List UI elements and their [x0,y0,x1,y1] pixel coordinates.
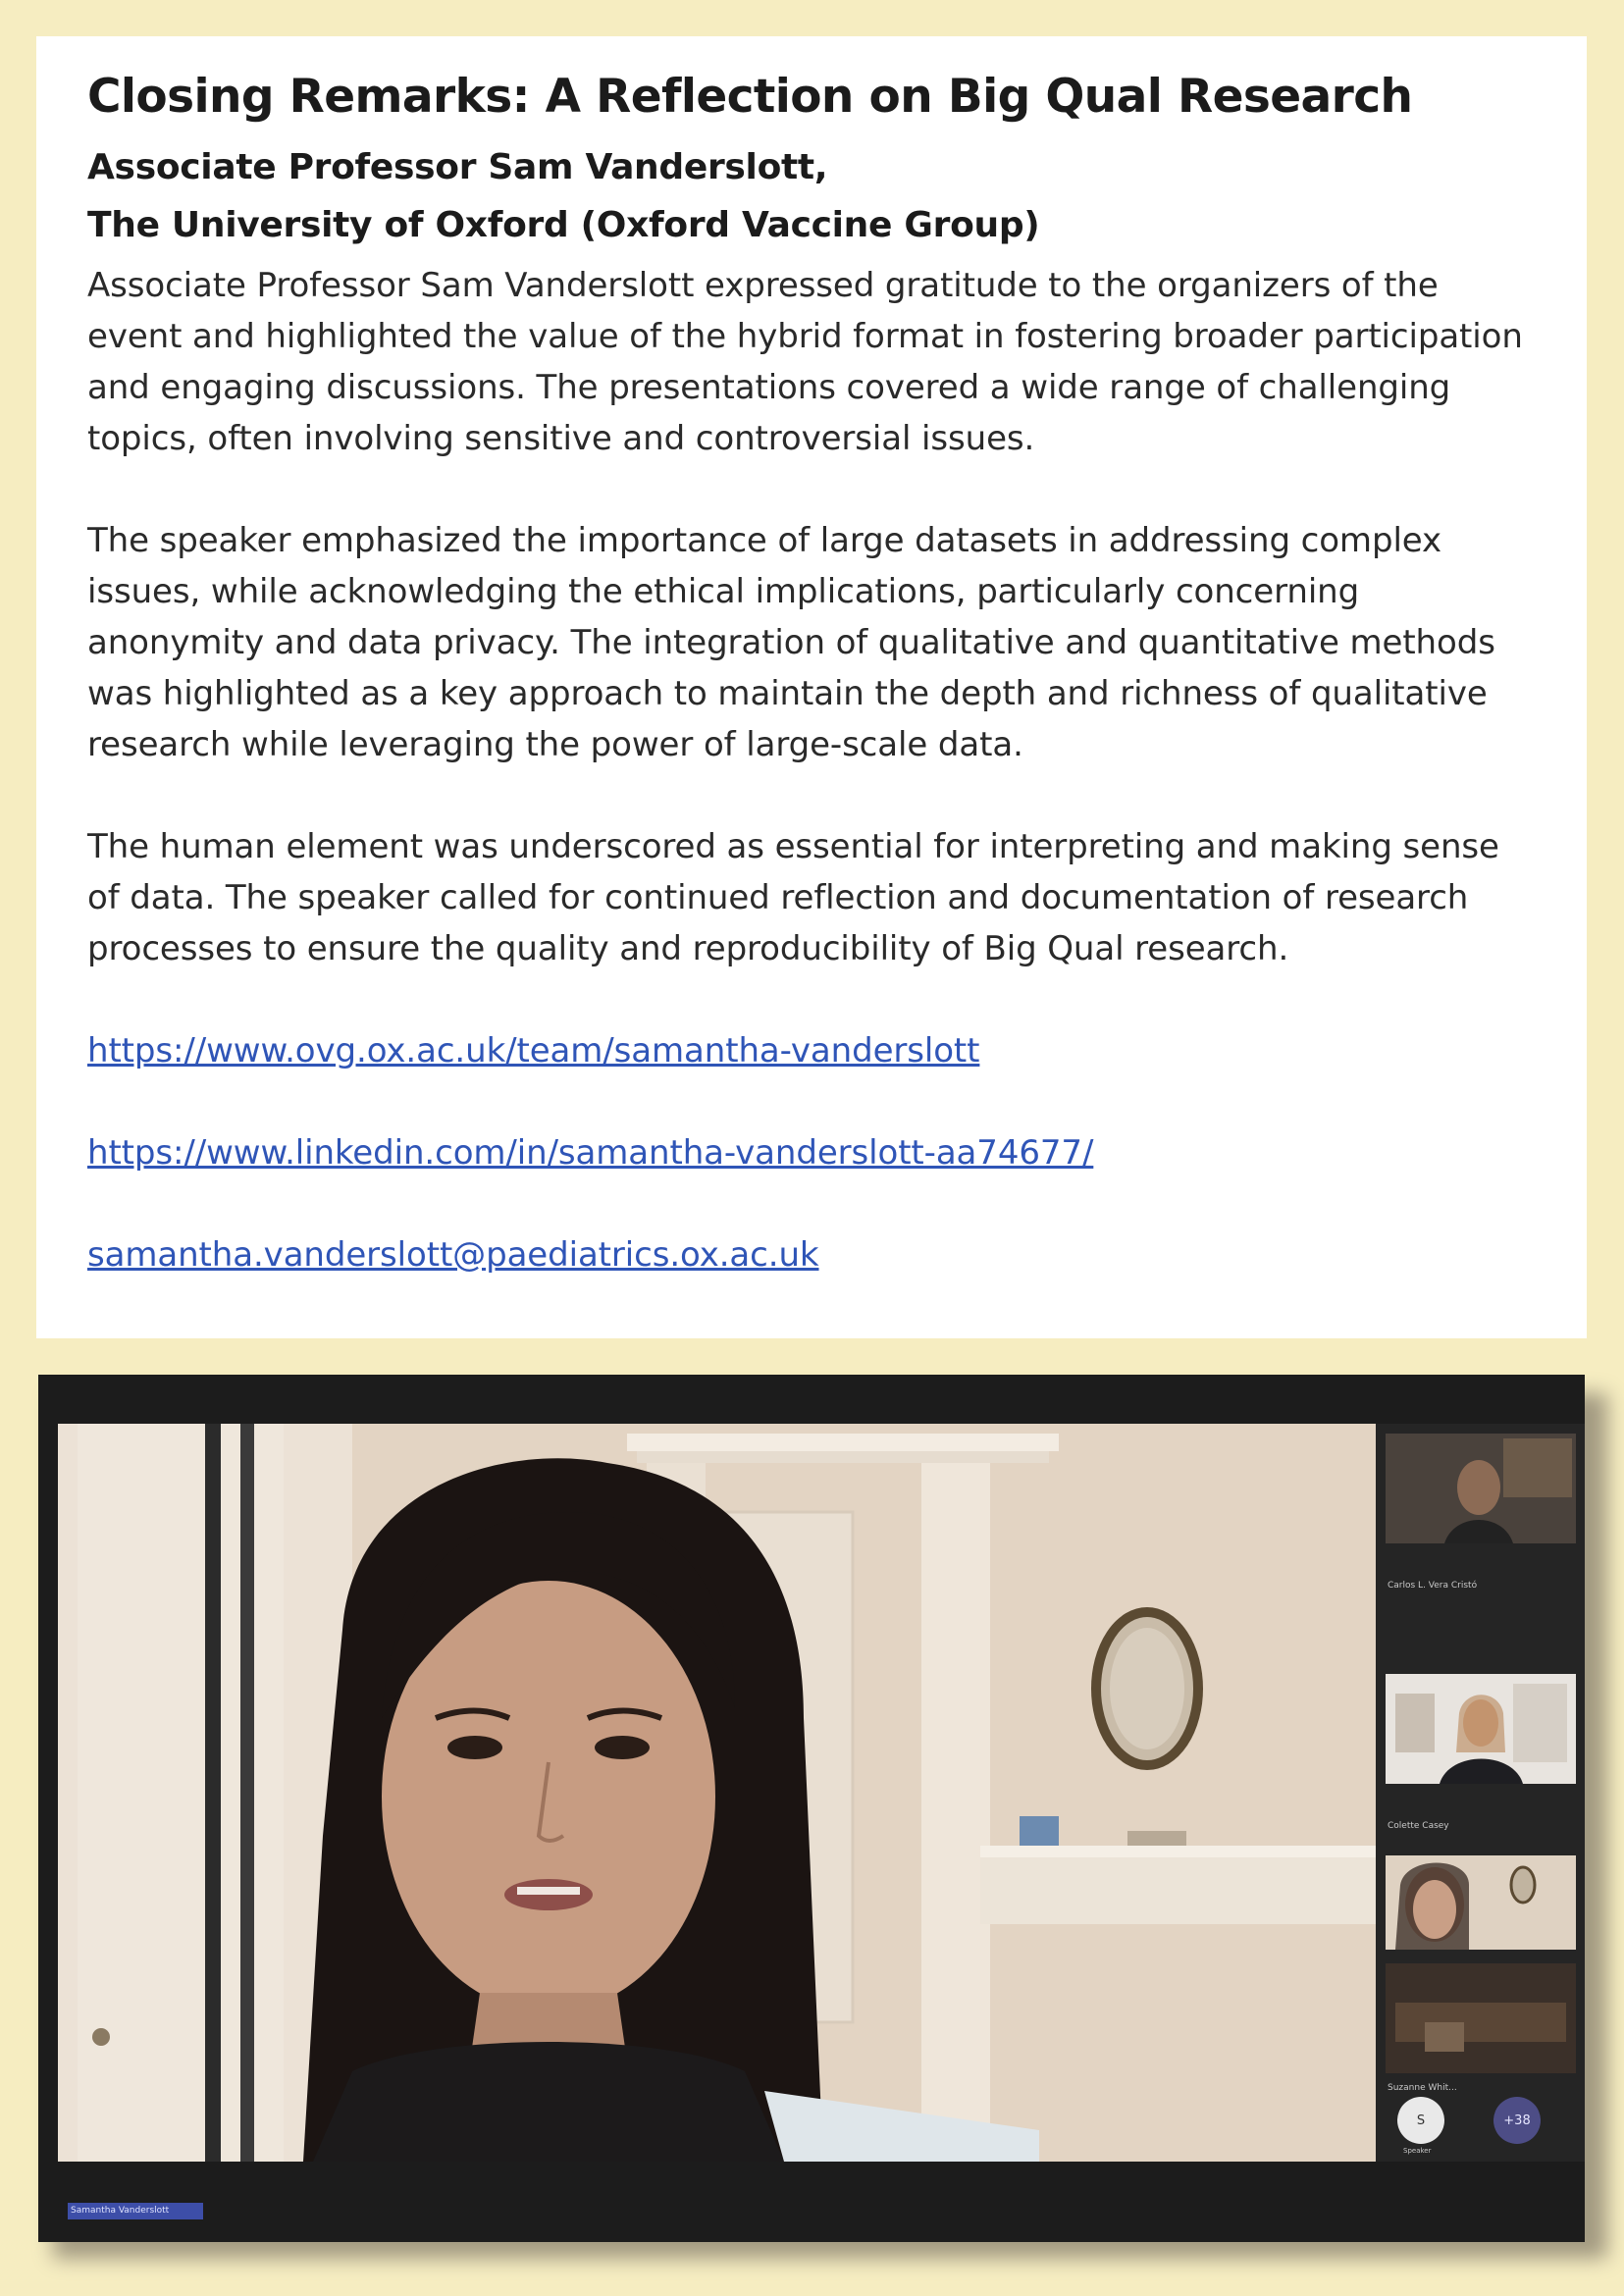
participant-tile[interactable] [1386,1963,1576,2073]
speaker-name-tag: Samantha Vanderslott [68,2203,203,2219]
self-avatar[interactable] [1397,2097,1444,2144]
participant-name: Suzanne Whit... [1388,2083,1457,2093]
participant-video [1386,1434,1576,1543]
participant-name: Colette Casey [1388,1821,1449,1831]
more-participants-button[interactable] [1493,2097,1541,2144]
page-title: Closing Remarks: A Reflection on Big Qual Research [87,70,1413,124]
self-avatar-letter: S [1416,2113,1426,2128]
text-card [36,36,1587,1338]
main-speaker-video [58,1424,1376,2162]
participant-video [1386,1674,1576,1784]
ovg-profile-link[interactable]: https://www.ovg.ox.ac.uk/team/samantha-vanderslott [87,1031,980,1071]
linkedin-profile-link[interactable]: https://www.linkedin.com/in/samantha-vanderslott-aa74677/ [87,1133,1094,1174]
participant-tile[interactable] [1386,1674,1576,1784]
participant-tile[interactable] [1386,1855,1576,1950]
participant-video [1386,1963,1576,2073]
paragraph: Associate Professor Sam Vanderslott expressed gratitude to the organizers of the event and highlighted the value of the hybrid format in fostering broader participation and engaging discussions. The presentations covered a wide range of challenging topics, often involving sensitive and controversial issues. [87,266,1523,459]
more-participants-count: +38 [1503,2113,1531,2128]
video-call-screenshot [38,1375,1585,2242]
paragraph: The human element was underscored as essential for interpreting and making sense of data. The speaker called for continued reflection and documentation of research processes to ensure the quality and reproducibility of Big Qual research. [87,827,1499,969]
speaker-affiliation: The University of Oxford (Oxford Vaccine Group) [87,205,1040,246]
speaker-scene-image [58,1424,1376,2162]
participants-panel [1376,1424,1585,2162]
self-avatar-caption: Speaker [1403,2147,1432,2155]
participant-video [1386,1855,1576,1950]
participant-tile[interactable] [1386,1434,1576,1543]
participant-name: Carlos L. Vera Cristó [1388,1581,1478,1591]
speaker-name: Associate Professor Sam Vanderslott, [87,147,828,188]
links-list [87,1025,1536,1280]
paragraph: The speaker emphasized the importance of large datasets in addressing complex issues, while acknowledging the ethical implications, particularly concerning anonymity and data privacy. The integration of qualitative and quantitative methods was highlighted as a key approach to maintain the depth and richness of qualitative research while leveraging the power of large-scale data. [87,521,1495,765]
body-text [87,260,1536,974]
speaker-heading [87,138,1536,254]
email-link[interactable]: samantha.vanderslott@paediatrics.ox.ac.uk [87,1235,819,1276]
